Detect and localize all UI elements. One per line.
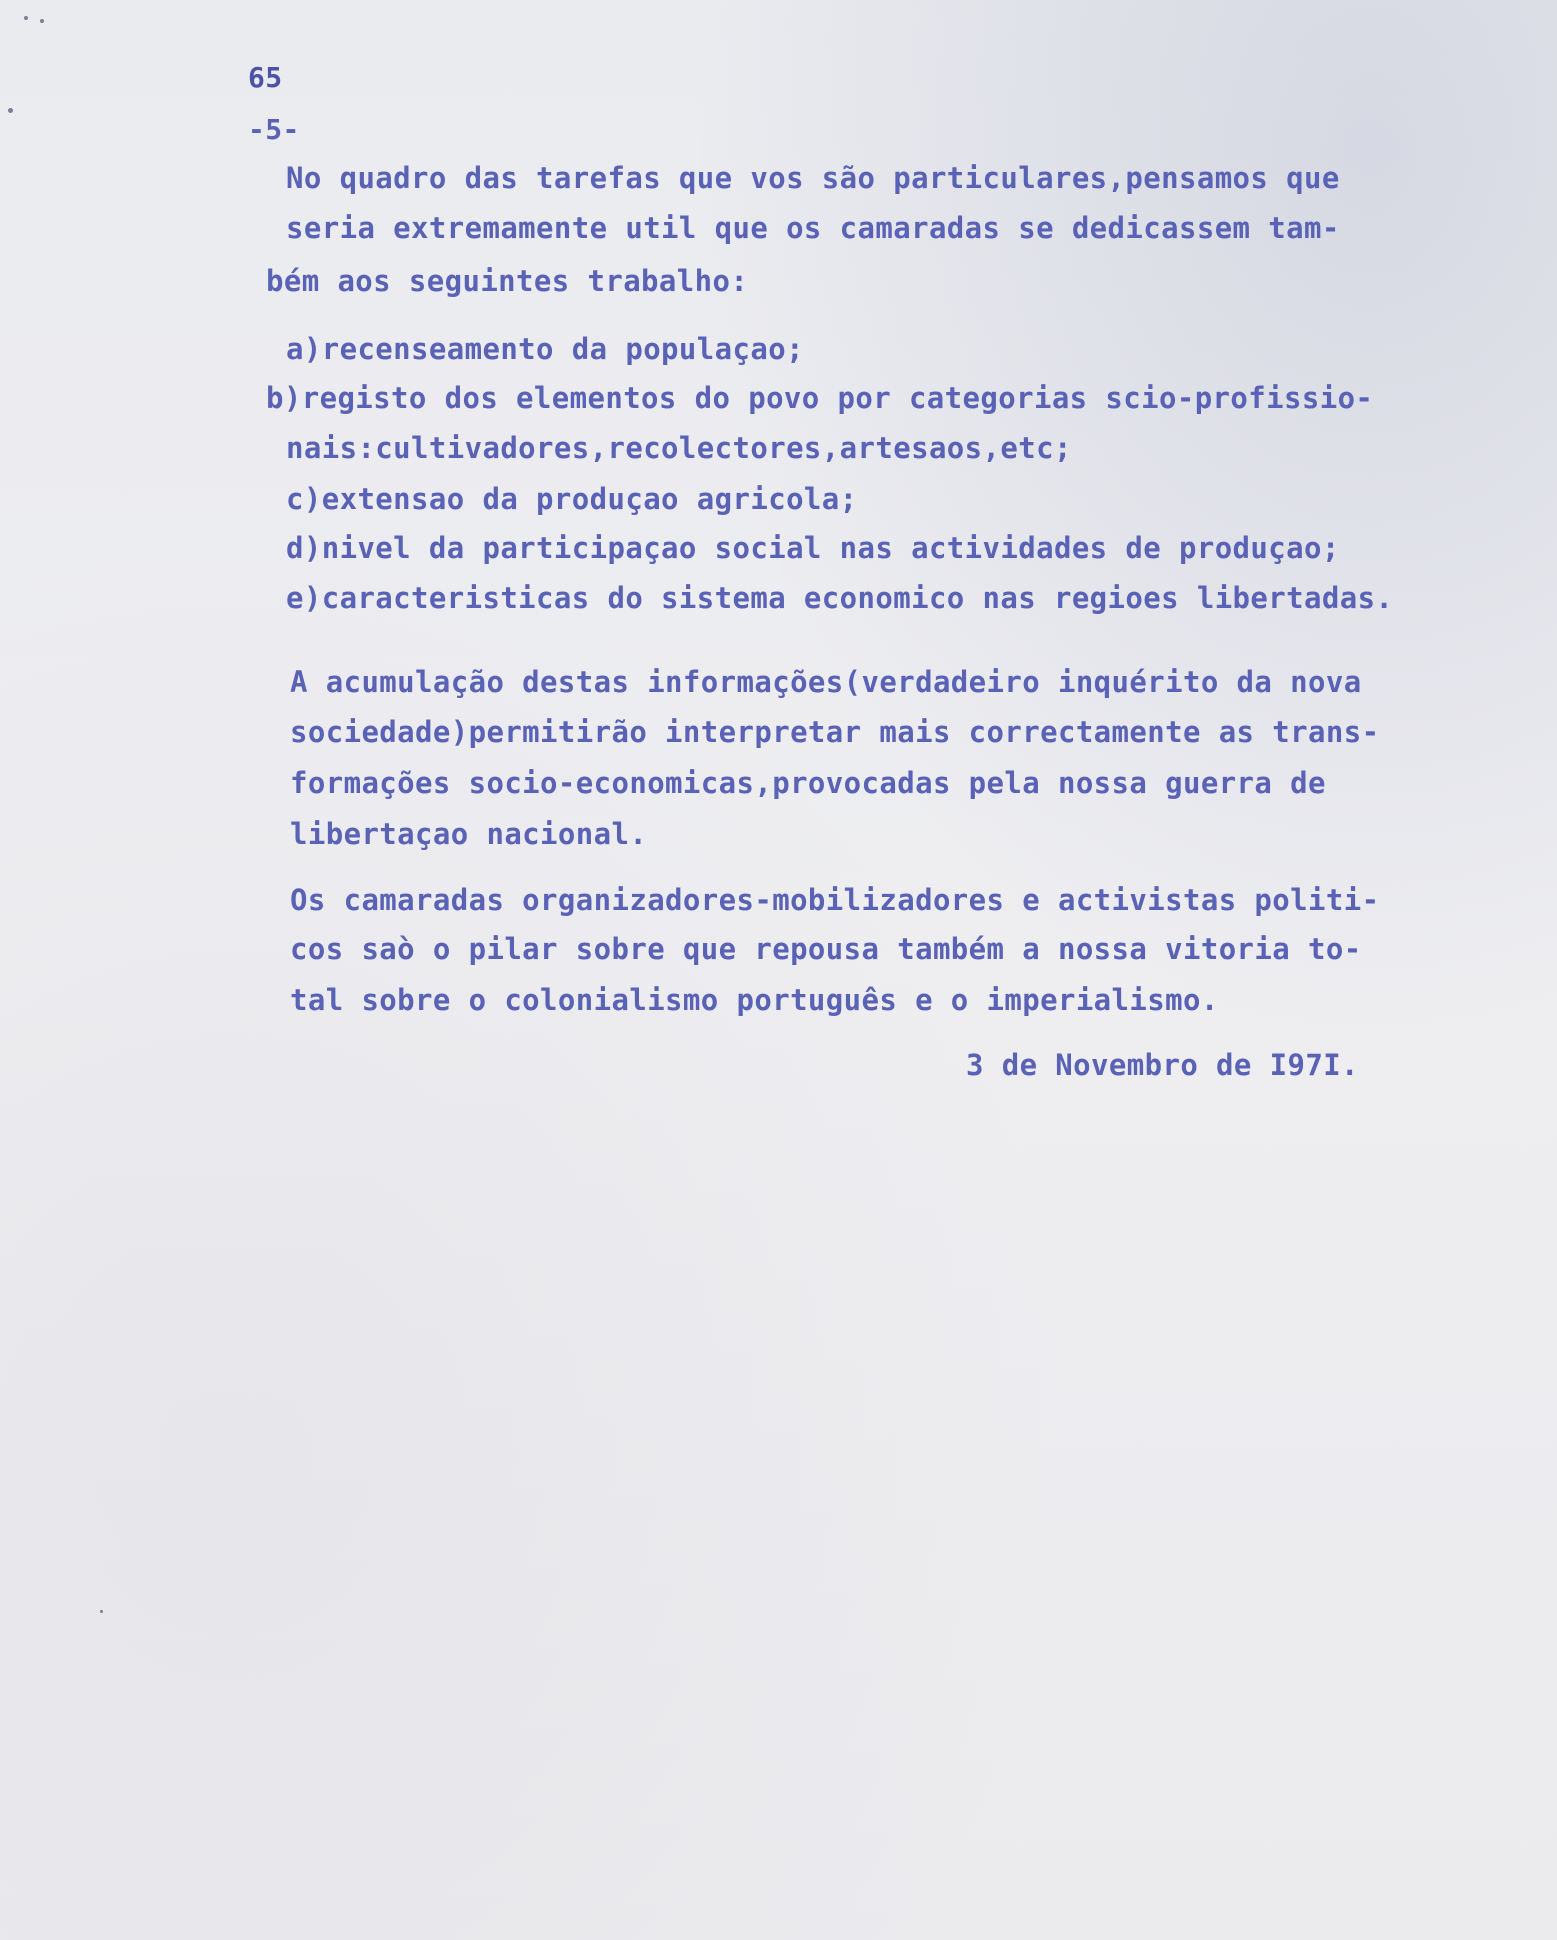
- speck-mark: [40, 19, 44, 23]
- list-item-d: d)nivel da participaçao social nas actividades de produçao;: [286, 531, 1340, 565]
- paragraph3-line-2: cos saò o pilar sobre que repousa também a nossa vitoria to-: [290, 932, 1362, 966]
- paragraph1-line-2: seria extremamente util que os camaradas se dedicassem tam-: [286, 211, 1340, 245]
- speck-mark: [100, 1610, 103, 1613]
- paragraph2-line-2: sociedade)permitirão interpretar mais correctamente as trans-: [290, 715, 1380, 749]
- speck-mark: [24, 16, 28, 20]
- speck-mark: [8, 108, 13, 113]
- list-item-a: a)recenseamento da populaçao;: [286, 332, 804, 366]
- list-item-b: b)registo dos elementos do povo por categorias scio-profissio-: [266, 381, 1374, 415]
- paragraph2-line-1: A acumulação destas informações(verdadeiro inquérito da nova: [290, 665, 1362, 699]
- list-item-e: e)caracteristicas do sistema economico nas regioes libertadas.: [286, 581, 1394, 615]
- document-date: 3 de Novembro de I97I.: [966, 1048, 1359, 1082]
- page-number: -5-: [248, 113, 300, 146]
- paragraph1-line-1: No quadro das tarefas que vos são particulares,pensamos que: [286, 161, 1340, 195]
- paragraph3-line-3: tal sobre o colonialismo português e o imperialismo.: [290, 983, 1219, 1017]
- page-mark-top: 65: [248, 61, 283, 94]
- paragraph2-line-3: formações socio-economicas,provocadas pela nossa guerra de: [290, 766, 1326, 800]
- paragraph2-line-4: libertaçao nacional.: [290, 817, 648, 851]
- paragraph1-line-3: bém aos seguintes trabalho:: [266, 264, 749, 298]
- list-item-b-continued: nais:cultivadores,recolectores,artesaos,etc;: [286, 431, 1072, 465]
- paragraph3-line-1: Os camaradas organizadores-mobilizadores e activistas politi-: [290, 883, 1380, 917]
- list-item-c: c)extensao da produçao agricola;: [286, 482, 858, 516]
